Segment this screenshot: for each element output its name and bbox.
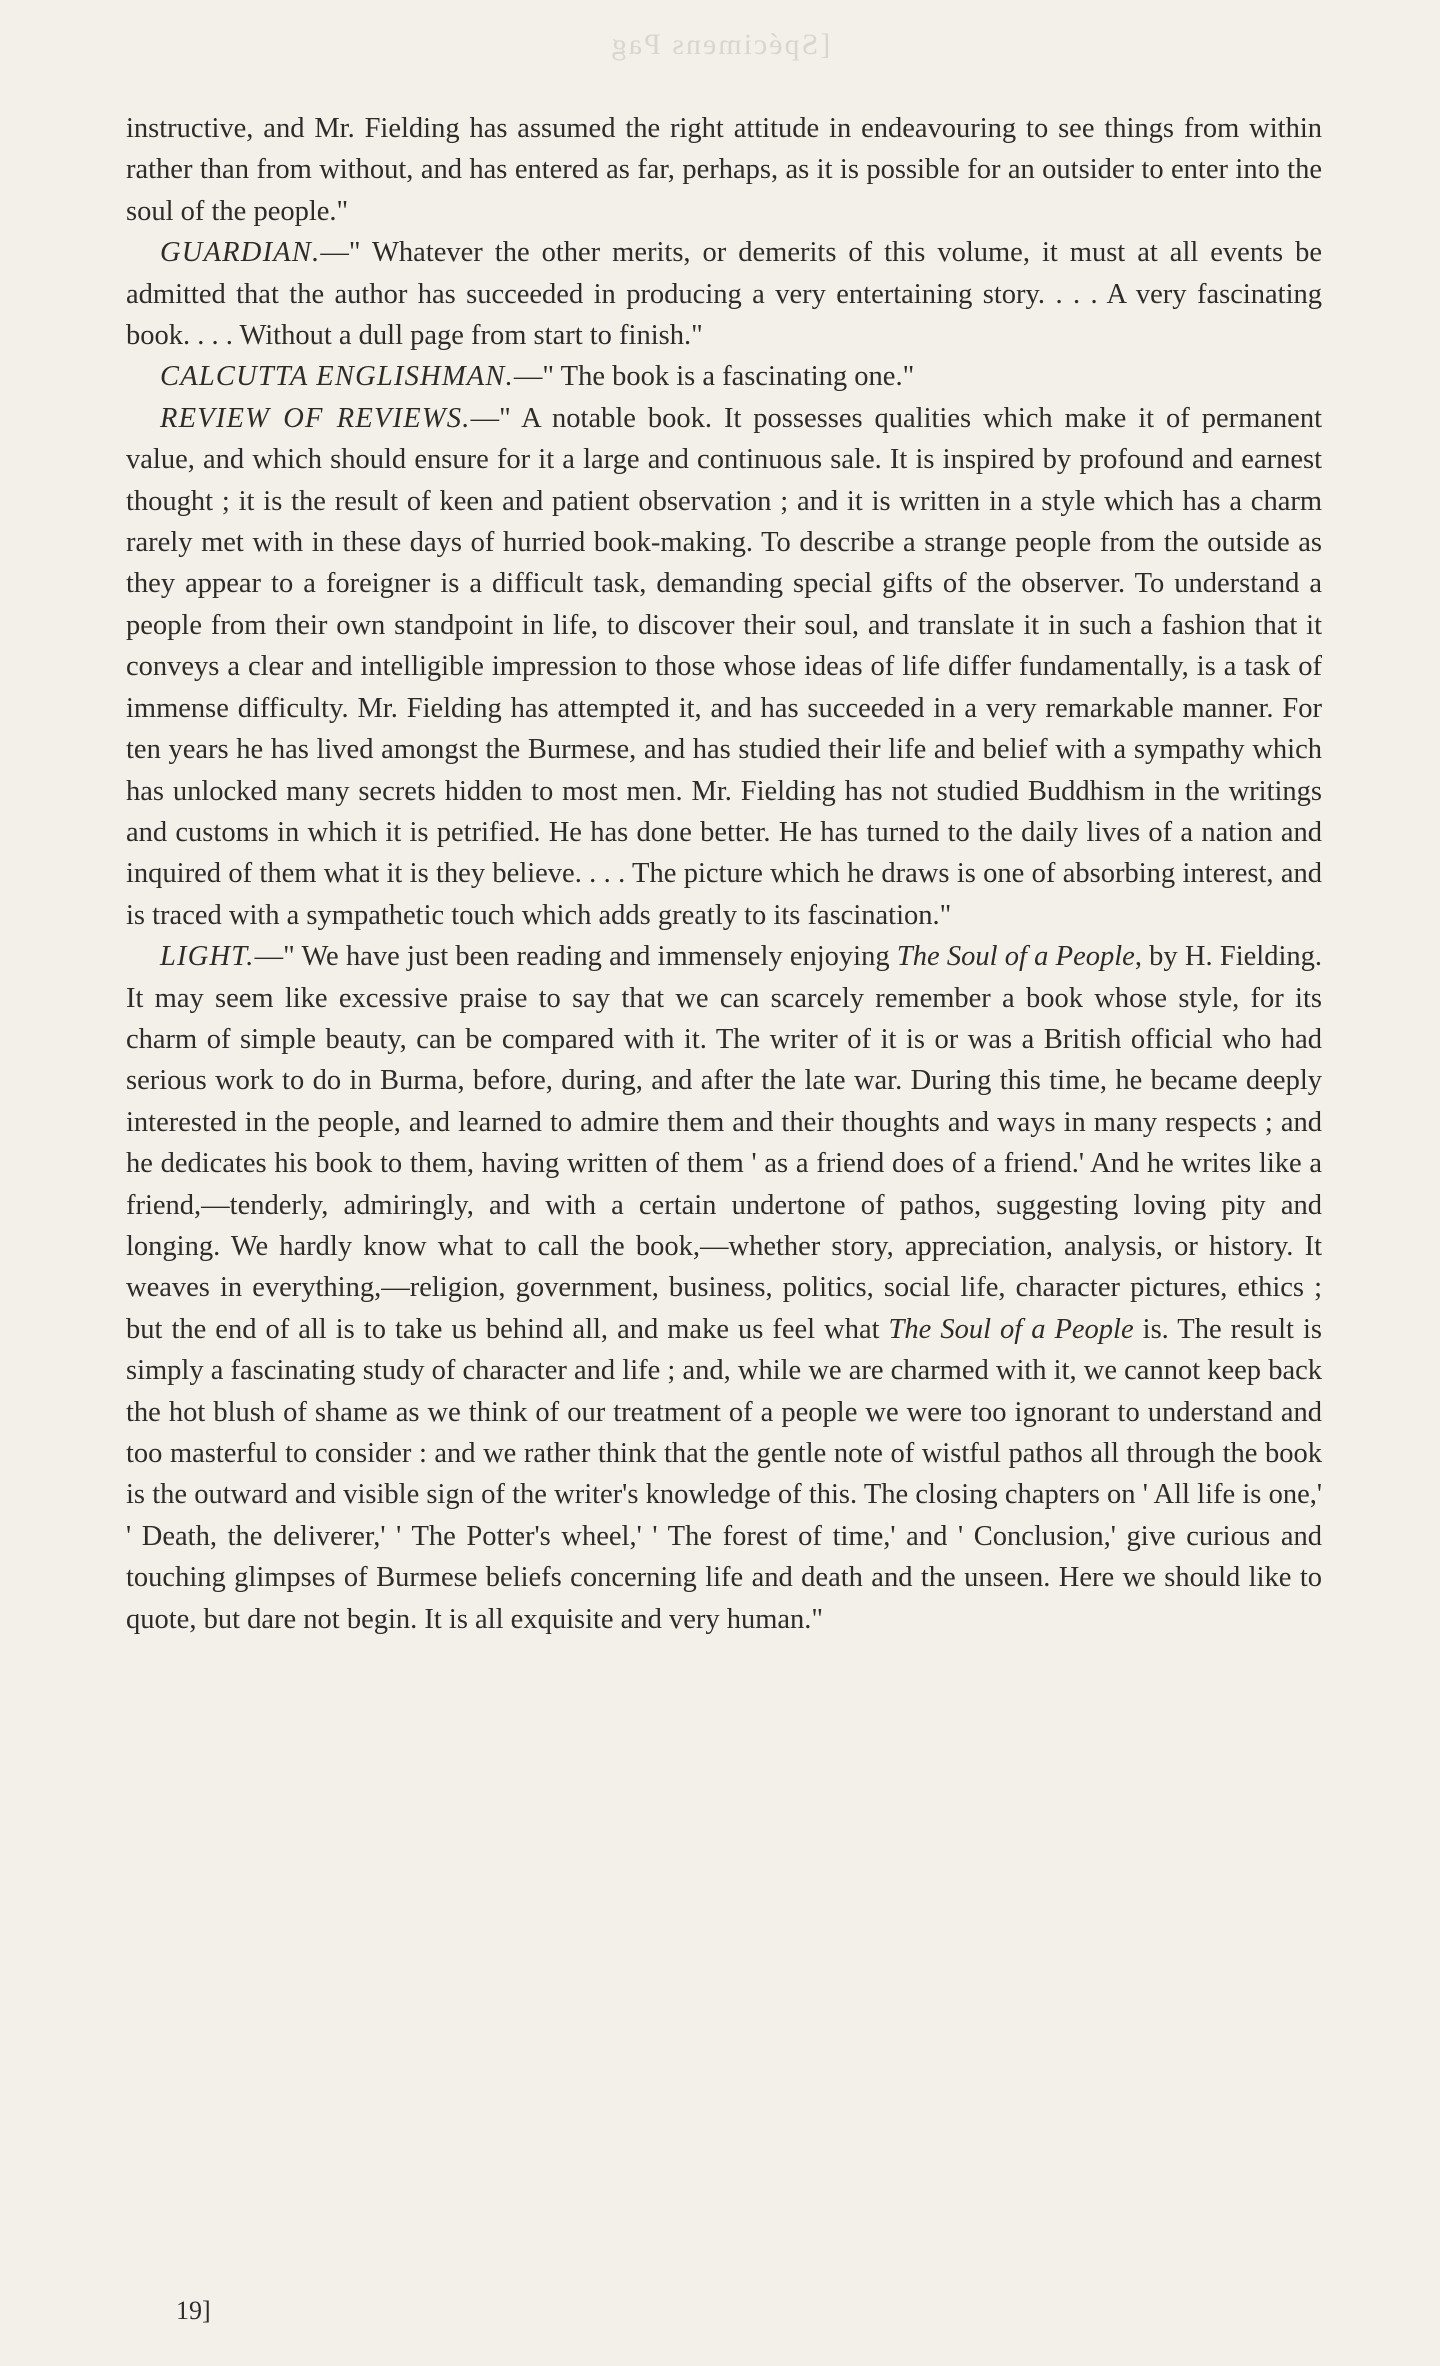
page-number: 19] [176,2296,211,2325]
review-source: GUARDIAN. [160,237,321,269]
review-source: LIGHT. [160,941,255,973]
book-title: The Soul of a People [896,941,1135,973]
book-title: The Soul of a People [888,1313,1134,1345]
paragraph-calcutta-englishman [126,356,1322,397]
paragraph-review-of-reviews [126,398,1322,936]
review-quote-part: , by H. Fielding. It may seem like excessive praise to say that we can scarcely remember a book whose style, for its charm of simple beauty, can be compared with it. The writer of it is or was a British official who had serious work to do in Burma, before, during, and after the late war. During this time, he became deeply interested in the people, and learned to admire them and their thoughts and ways in many respects ; and he dedicates his book to them, having written of them ' as a friend does of a friend.' And he writes like a friend,—tenderly, admiringly, and with a certain undertone of pathos, suggesting loving pity and longing. We hardly know what to call the book,—whether story, appreciation, analysis, or history. It weaves in everything,—religion, government, business, politics, social life, character pictures, ethics ; but the end of all is to take us behind all, and make us feel what [126,941,1323,1345]
paragraph-guardian [126,232,1322,356]
review-quote: —" Whatever the other merits, or demerits of this volume, it must at all events be admitted that the author has succeeded in producing a very entertaining story. . . . A very fascinating book. . . . Without a dull page from start to finish." [126,237,1322,352]
paragraph-light [126,936,1322,1640]
review-source: REVIEW OF REVIEWS. [160,402,471,434]
review-quote-part: —" We have just been reading and immensely enjoying [254,941,897,973]
review-quote: —" A notable book. It possesses qualities which make it of permanent value, and which should ensure for it a large and continuous sale. It is inspired by profound and earnest thought ; it is the result of keen and patient observation ; and it is written in a style which has a charm rarely met with in these days of hurried book-making. To describe a strange people from the outside as they appear to a foreigner is a difficult task, demanding special gifts of the observer. To understand a people from their own standpoint in life, to discover their soul, and translate it in such a fashion that it conveys a clear and intelligible impression to those whose ideas of life differ fundamentally, is a task of immense difficulty. Mr. Fielding has attempted it, and has succeeded in a very remarkable manner. For ten years he has lived amongst the Burmese, and has studied their life and belief with a sympathy which has unlocked many secrets hidden to most men. Mr. Fielding has not studied Buddhism in the writings and customs in which it is petrified. He has done better. He has turned to the daily lives of a nation and inquired of them what it is they believe. . . . The picture which he draws is one of absorbing interest, and is traced with a sympathetic touch which adds greatly to its fascination." [126,402,1323,931]
paragraph-text: instructive, and Mr. Fielding has assumed the right attitude in endeavouring to see things from within rather than from without, and has entered as far, perhaps, as it is possible for an outsider to enter into the soul of the people." [126,113,1322,227]
review-quote: —" The book is a fascinating one." [513,361,915,393]
review-quote-part: is. The result is simply a fascinating study of character and life ; and, while we are charmed with it, we cannot keep back the hot blush of shame as we think of our treatment of a people we were too ignorant to understand and too masterful to consider : and we rather think that the gentle note of wistful pathos all through the book is the outward and visible sign of the writer's knowledge of this. The closing chapters on ' All life is one,' ' Death, the deliverer,' ' The Potter's wheel,' ' The forest of time,' and ' Conclusion,' give curious and touching glimpses of Burmese beliefs concerning life and death and the unseen. Here we should like to quote, but dare not begin. It is all exquisite and very human." [126,1313,1322,1635]
page-body [126,108,1322,1640]
running-header: [Spécimens Pag [609,28,831,61]
review-source: CALCUTTA ENGLISHMAN. [160,361,514,393]
paragraph-intro [126,108,1322,232]
